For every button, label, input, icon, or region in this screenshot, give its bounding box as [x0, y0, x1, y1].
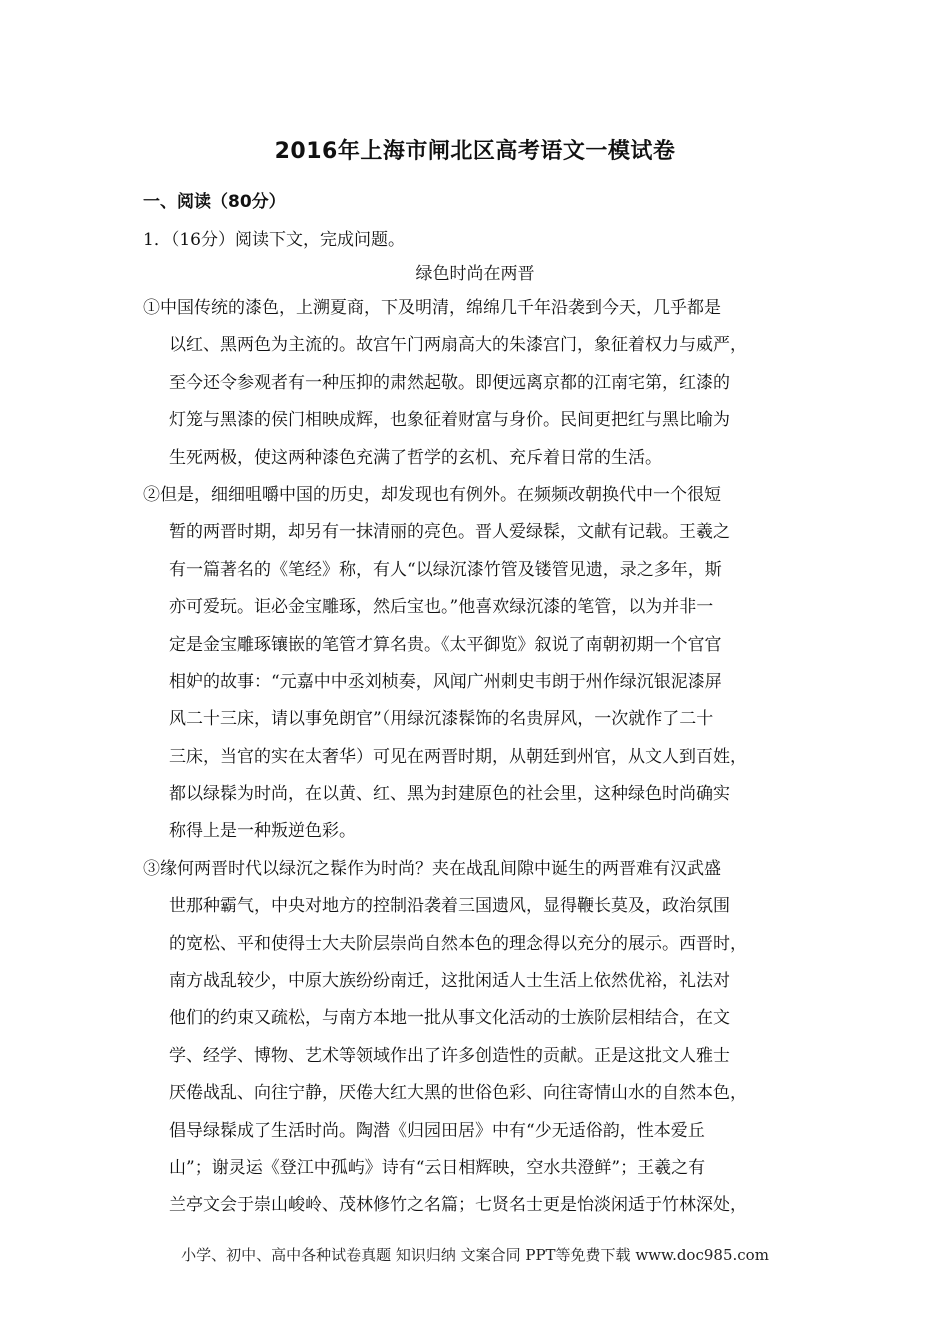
paragraph-line: 亦可爱玩。讵必金宝雕琢，然后宝也。”他喜欢绿沉漆的笔管，以为并非一 [169, 597, 714, 618]
paragraph-line: 定是金宝雕琢镶嵌的笔管才算名贵。《太平御览》叙说了南朝初期一个官官 [169, 634, 722, 655]
paragraph-line: ③缘何两晋时代以绿沉之髹作为时尚？夹在战乱间隙中诞生的两晋难有汉武盛 [143, 858, 721, 879]
paragraph-line: 的宽松、平和使得士大夫阶层崇尚自然本色的理念得以充分的展示。西晋时， [169, 933, 747, 954]
paragraph-line: 他们的约束又疏松，与南方本地一批从事文化活动的士族阶层相结合，在文 [169, 1008, 730, 1029]
article-body [143, 290, 823, 1225]
paragraph-line: 相妒的故事：“元嘉中中丞刘桢奏，风闻广州刺史韦朗于州作绿沉银泥漆屏 [169, 671, 722, 692]
paragraph-line: 有一篇著名的《笔经》称，有人“以绿沉漆竹管及镂管见遗，录之多年，斯 [169, 559, 722, 580]
paragraph-line: ①中国传统的漆色，上溯夏商，下及明清，绵绵几千年沿袭到今天，几乎都是 [143, 298, 721, 318]
page-footer: 小学、初中、高中各种试卷真题 知识归纳 文案合同 PPT等免费下载 www.doc985.com [181, 1246, 769, 1264]
paragraph-line: 世那种霸气，中央对地方的控制沿袭着三国遗风，显得鞭长莫及，政治氛围 [169, 896, 730, 917]
paragraph-line: ②但是，细细咀嚼中国的历史，却发现也有例外。在频频改朝换代中一个很短 [143, 484, 721, 505]
paragraph-1 [143, 290, 823, 477]
section-heading: 一、阅读（80分） [143, 192, 286, 212]
paragraph-line: 厌倦战乱、向往宁静，厌倦大红大黑的世俗色彩、向往寄情山水的自然本色， [169, 1083, 747, 1104]
paragraph-2 [143, 477, 823, 851]
paragraph-line: 都以绿髹为时尚，在以黄、红、黑为封建原色的社会里，这种绿色时尚确实 [169, 784, 730, 805]
paragraph-line: 灯笼与黑漆的侯门相映成辉，也象征着财富与身价。民间更把红与黑比喻为 [169, 410, 730, 431]
article-title: 绿色时尚在两晋 [415, 264, 535, 284]
paragraph-line: 暂的两晋时期，却另有一抹清丽的亮色。晋人爱绿髹，文献有记载。王羲之 [169, 522, 730, 543]
paragraph-line: 至今还令参观者有一种压抑的肃然起敬。即便远离京都的江南宅第，红漆的 [169, 372, 730, 393]
paragraph-line: 以红、黑两色为主流的。故宫午门两扇高大的朱漆宫门，象征着权力与威严， [169, 335, 747, 356]
paragraph-line: 山”；谢灵运《登江中孤屿》诗有“云日相辉映，空水共澄鲜”；王羲之有 [169, 1157, 706, 1178]
document-title: 2016年上海市闸北区高考语文一模试卷 [274, 139, 676, 164]
paragraph-3 [143, 851, 823, 1225]
paragraph-line: 风二十三床，请以事免朗官”（用绿沉漆髹饰的名贵屏风，一次就作了二十 [169, 709, 714, 730]
paragraph-line: 称得上是一种叛逆色彩。 [169, 821, 356, 842]
question-prompt: 1．（16分）阅读下文，完成问题。 [143, 230, 405, 250]
paragraph-line: 兰亭文会于崇山峻岭、茂林修竹之名篇；七贤名士更是怡淡闲适于竹林深处， [169, 1195, 747, 1216]
paragraph-line: 三床，当官的实在太奢华）可见在两晋时期，从朝廷到州官，从文人到百姓， [169, 746, 747, 767]
paragraph-line: 倡导绿髹成了生活时尚。陶潜《归园田居》中有“少无适俗韵，性本爱丘 [169, 1120, 705, 1141]
paragraph-line: 学、经学、博物、艺术等领域作出了许多创造性的贡献。正是这批文人雅士 [169, 1045, 730, 1066]
paragraph-line: 生死两极，使这两种漆色充满了哲学的玄机、充斥着日常的生活。 [169, 447, 662, 468]
paragraph-line: 南方战乱较少，中原大族纷纷南迁，这批闲适人士生活上依然优裕，礼法对 [169, 971, 730, 992]
